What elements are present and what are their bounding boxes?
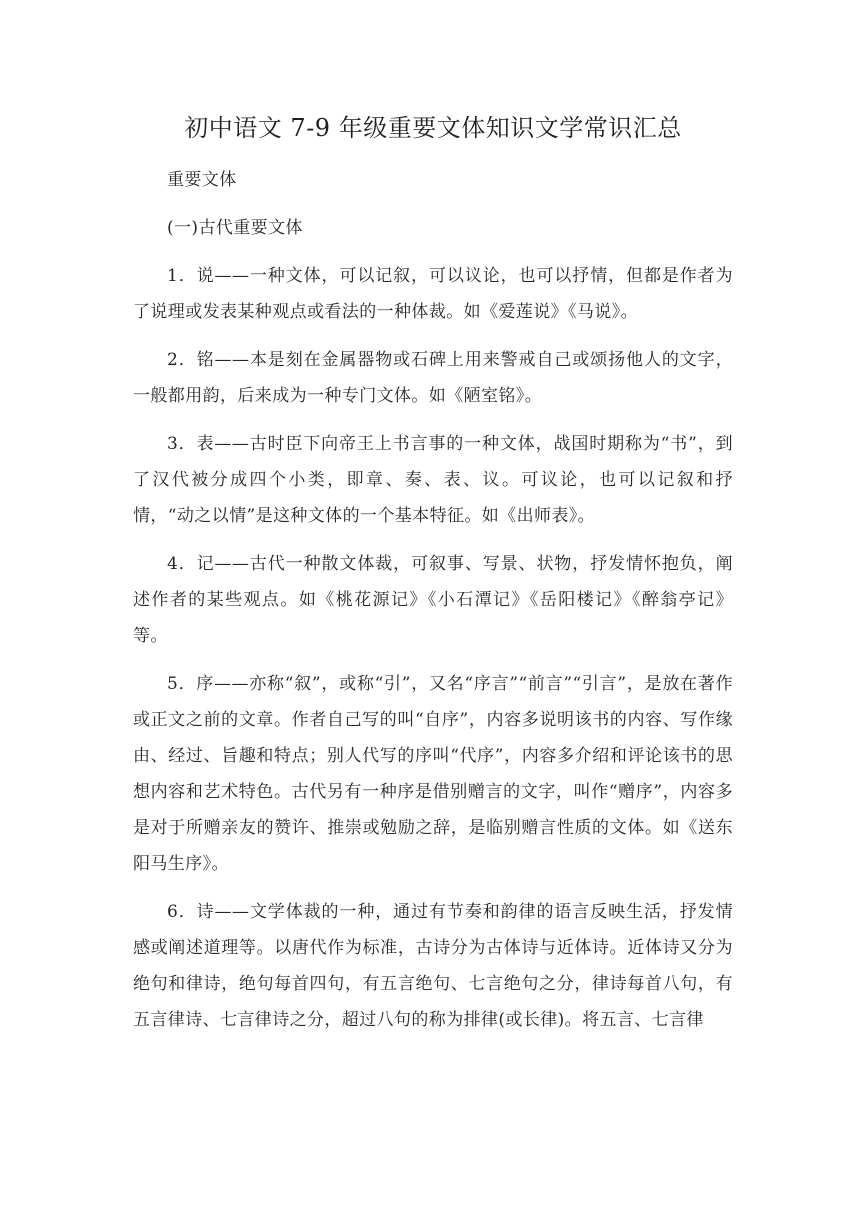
document-body <box>133 112 733 1050</box>
entry-shuo: 1．说——一种文体，可以记叙，可以议论，也可以抒情，但都是作者为了说理或发表某种观点或看法的一种体裁。如《爱莲说》《马说》。 <box>133 266 733 322</box>
entry-shi: 6．诗——文学体裁的一种，通过有节奏和韵律的语言反映生活，抒发情感或阐述道理等。以唐代作为标准，古诗分为古体诗与近体诗。近体诗又分为绝句和律诗，绝句每首四句，有五言绝句、七言绝句之分，律诗每首八句，有五言律诗、七言律诗之分，超过八句的称为排律(或长律)。将五言、七言律 <box>133 902 733 1030</box>
subsection-heading: (一)古代重要文体 <box>167 218 303 238</box>
section-heading: 重要文体 <box>167 170 237 190</box>
entry-ji: 4．记——古代一种散文体裁，可叙事、写景、状物，抒发情怀抱负，阐述作者的某些观点。如《桃花源记》《小石潭记》《岳阳楼记》《醉翁亭记》等。 <box>133 554 733 646</box>
entry-biao: 3．表——古时臣下向帝王上书言事的一种文体，战国时期称为“书”，到了汉代被分成四个小类，即章、奏、表、议。可议论，也可以记叙和抒情，“动之以情”是这种文体的一个基本特征。如《出师表》。 <box>133 434 733 526</box>
entry-xu: 5．序——亦称“叙”，或称“引”，又名“序言”“前言”“引言”，是放在著作或正文之前的文章。作者自己写的叫“自序”，内容多说明该书的内容、写作缘由、经过、旨趣和特点；别人代写的序叫“代序”，内容多介绍和评论该书的思想内容和艺术特色。古代另有一种序是借别赠言的文字，叫作“赠序”，内容多是对于所赠亲友的赞许、推崇或勉励之辞，是临别赠言性质的文体。如《送东阳马生序》。 <box>133 674 733 874</box>
document-title: 初中语文 7-9 年级重要文体知识文学常识汇总 <box>184 114 682 142</box>
entry-ming: 2．铭——本是刻在金属器物或石碑上用来警戒自己或颂扬他人的文字，一般都用韵，后来成为一种专门文体。如《陋室铭》。 <box>133 350 733 406</box>
